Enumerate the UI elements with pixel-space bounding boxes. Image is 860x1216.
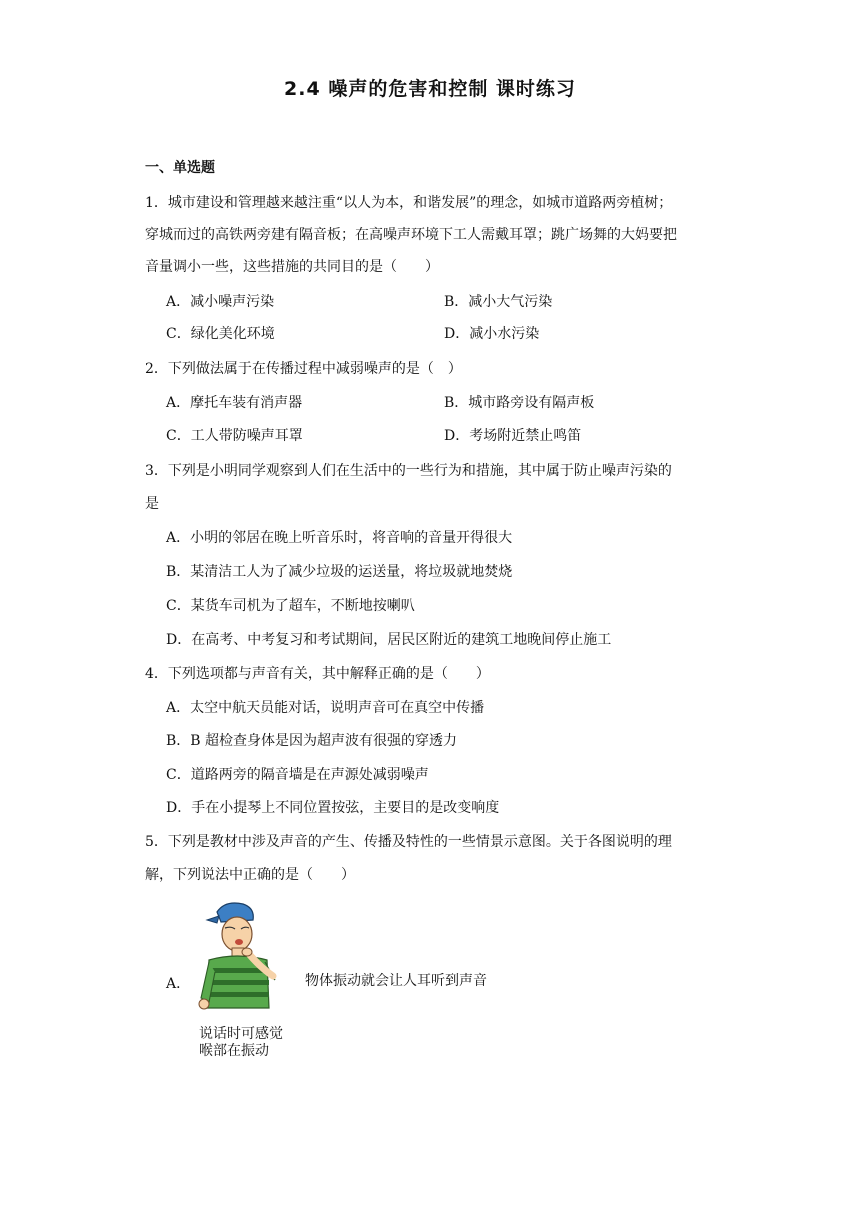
q2-option-b: B．城市路旁设有隔声板 [444,395,595,411]
q1-option-d: D．减小水污染 [444,326,540,342]
q3-option-d: D．在高考、中考复习和考试期间，居民区附近的建筑工地晚间停止施工 [166,632,612,648]
q5-option-a-label: A． [166,976,191,992]
section-heading: 一、单选题 [145,160,215,176]
q4-option-d: D．手在小提琴上不同位置按弦，主要目的是改变响度 [166,800,500,816]
q1-stem-line-2: 穿城而过的高铁两旁建有隔音板；在高噪声环境下工人需戴耳罩；跳广场舞的大妈要把 [145,227,677,243]
q2-option-a: A．摩托车装有消声器 [166,395,303,411]
q4-stem: 4．下列选项都与声音有关，其中解释正确的是（ ） [145,666,490,682]
boy-speaking-illustration [195,898,305,1018]
q4-option-a: A．太空中航天员能对话，说明声音可在真空中传播 [166,700,485,716]
q1-option-a: A．减小噪声污染 [166,294,275,310]
figure-caption [199,1026,283,1060]
q2-option-c: C．工人带防噪声耳罩 [166,428,303,444]
q5-stem-line-1: 5．下列是教材中涉及声音的产生、传播及特性的一些情景示意图。关于各图说明的理 [145,834,672,850]
q3-option-a: A．小明的邻居在晚上听音乐时，将音响的音量开得很大 [166,530,513,546]
q3-option-c: C．某货车司机为了超车，不断地按喇叭 [166,598,415,614]
q3-stem-line-1: 3．下列是小明同学观察到人们在生活中的一些行为和措施，其中属于防止噪声污染的 [145,463,672,479]
q3-option-b: B．某清洁工人为了减少垃圾的运送量，将垃圾就地焚烧 [166,564,513,580]
q1-option-b: B．减小大气污染 [444,294,553,310]
q2-option-d: D．考场附近禁止鸣笛 [444,428,582,444]
q5-option-a-text: 物体振动就会让人耳听到声音 [305,973,487,989]
q1-option-c: C．绿化美化环境 [166,326,275,342]
figure-caption-line-2: 喉部在振动 [199,1043,269,1059]
page-title: 2.4 噪声的危害和控制 课时练习 [284,78,576,100]
q4-option-b: B．B 超检查身体是因为超声波有很强的穿透力 [166,733,458,749]
boy-illustration-svg [195,898,305,1018]
q2-stem: 2．下列做法属于在传播过程中减弱噪声的是（ ） [145,361,462,377]
q1-stem-line-3: 音量调小一些，这些措施的共同目的是（ ） [145,259,439,275]
figure-caption-line-1: 说话时可感觉 [199,1026,283,1042]
q4-option-c: C．道路两旁的隔音墙是在声源处减弱噪声 [166,767,429,783]
q3-stem-line-2: 是 [145,496,159,512]
q1-stem-line-1: 1．城市建设和管理越来越注重“以人为本，和谐发展”的理念，如城市道路两旁植树； [145,195,673,211]
q5-stem-line-2: 解，下列说法中正确的是（ ） [145,867,355,883]
